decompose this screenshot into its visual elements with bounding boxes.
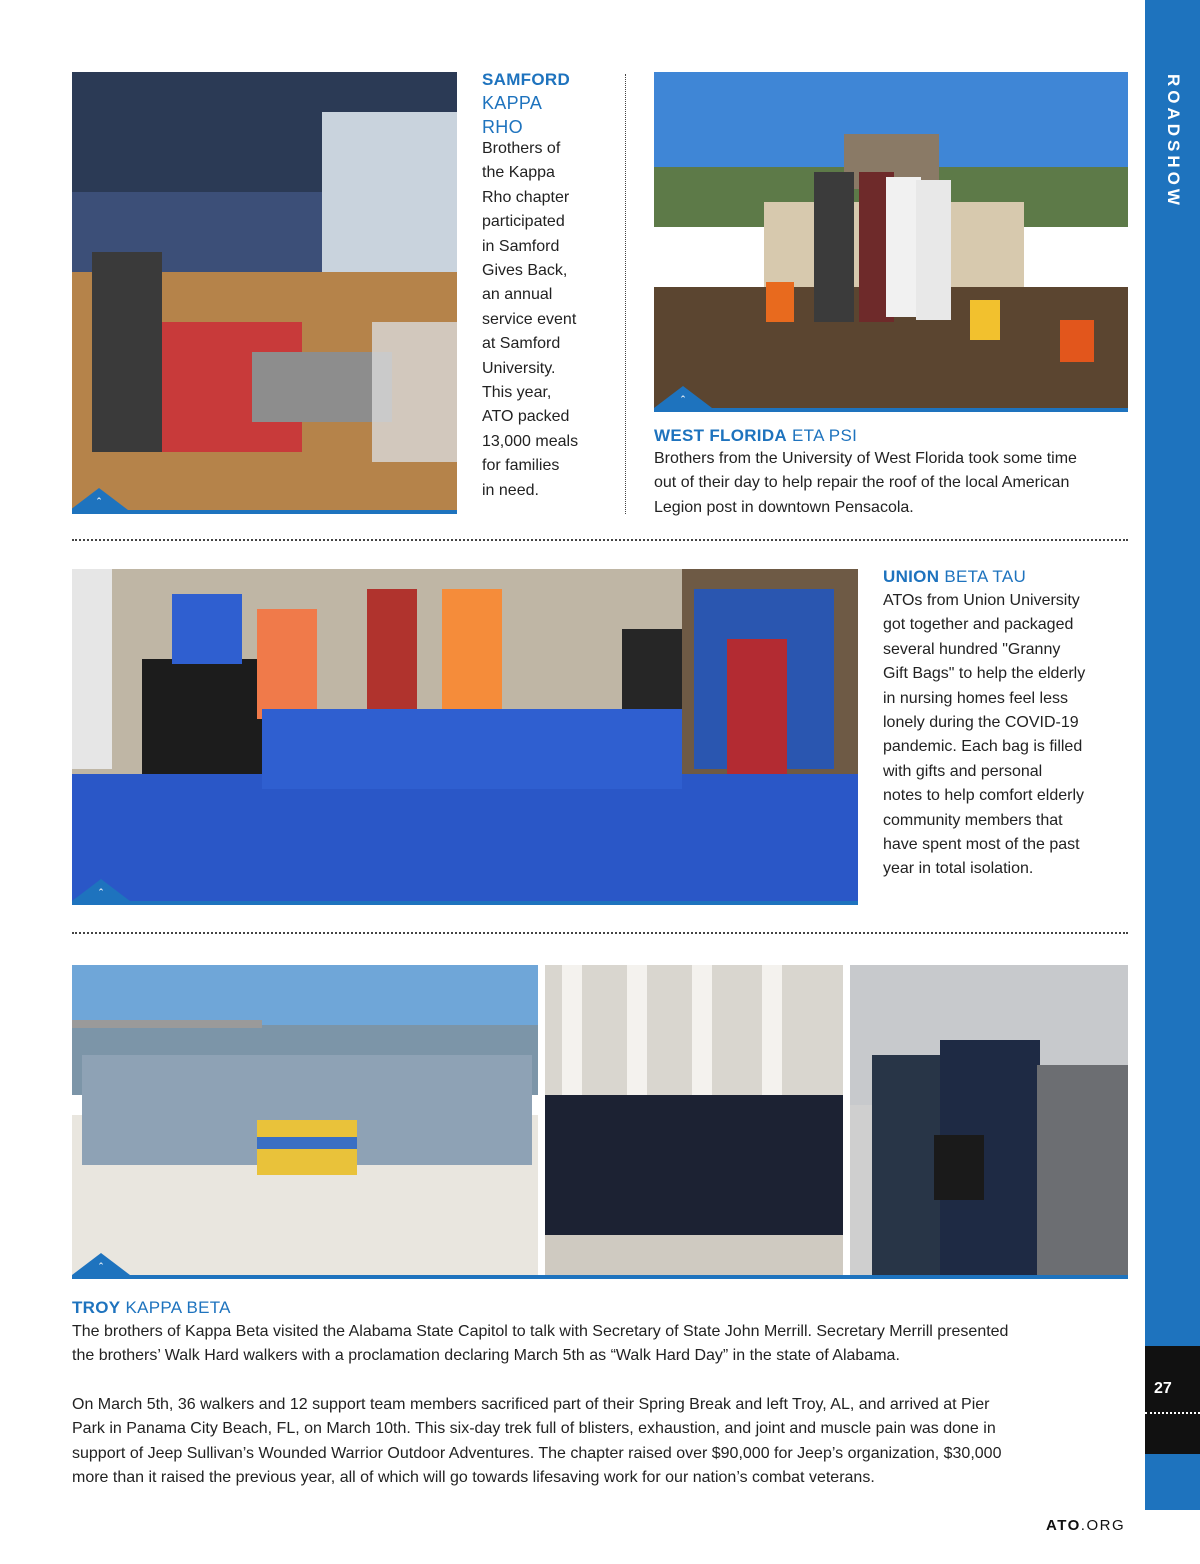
samford-chapter-line2: RHO <box>482 117 523 137</box>
samford-body <box>482 137 612 503</box>
west-florida-school: WEST FLORIDA <box>654 426 787 445</box>
troy-body-para2 <box>72 1393 1132 1491</box>
ato-crest-icon: ⌃ <box>679 394 687 404</box>
text-line: Legion post in downtown Pensacola. <box>654 498 914 516</box>
page-number: 27 <box>1154 1380 1172 1397</box>
troy-school: TROY <box>72 1298 121 1317</box>
text-line: at Samford <box>482 335 561 353</box>
text-line: Park in Panama City Beach, FL, on March 10th. This six-day trek full of blisters, exhaustion, and joint and muscle pain was done in <box>72 1420 996 1438</box>
text-line: Gives Back, <box>482 262 568 280</box>
text-line: out of their day to help repair the roof of the local American <box>654 474 1070 492</box>
text-line: in Samford <box>482 237 560 255</box>
ato-crest-icon: ⌃ <box>95 496 103 506</box>
site-name-bold: ATO <box>1046 1517 1081 1534</box>
text-line: Brothers of <box>482 140 561 157</box>
text-line: with gifts and personal <box>883 762 1043 780</box>
text-line: lonely during the COVID-19 <box>883 714 1079 732</box>
union-chapter: BETA TAU <box>944 567 1027 586</box>
text-line: the brothers’ Walk Hard walkers with a proclamation declaring March 5th as “Walk Hard Day” in the state of Alabama. <box>72 1347 900 1365</box>
samford-heading <box>482 69 570 91</box>
text-line: the Kappa <box>482 164 555 182</box>
text-line: in nursing homes feel less <box>883 689 1068 707</box>
text-line: notes to help comfort elderly <box>883 787 1084 805</box>
text-line: pandemic. Each bag is filled <box>883 738 1083 756</box>
samford-chapter-line1: KAPPA <box>482 93 543 113</box>
union-photo <box>72 569 858 905</box>
text-line: This year, <box>482 384 552 402</box>
column-divider <box>625 74 626 514</box>
text-line: support of Jeep Sullivan’s Wounded Warrior Outdoor Adventures. The chapter raised over $90,000 for Jeep’s organization, $30,000 <box>72 1444 1002 1462</box>
text-line: several hundred "Granny <box>883 640 1061 658</box>
text-line: for families <box>482 457 560 475</box>
text-line: University. <box>482 359 556 377</box>
west-florida-chapter: ETA PSI <box>792 426 858 445</box>
text-line: 13,000 meals <box>482 432 579 450</box>
samford-school: SAMFORD <box>482 70 571 89</box>
west-florida-body <box>654 447 1134 520</box>
text-line: Gift Bags" to help the elderly <box>883 665 1086 683</box>
troy-photo-strip <box>72 965 1128 1275</box>
text-line: year in total isolation. <box>883 860 1034 878</box>
text-line: in need. <box>482 481 539 499</box>
text-line: an annual <box>482 286 553 304</box>
troy-chapter: KAPPA BETA <box>125 1298 231 1317</box>
text-line: service event <box>482 310 577 328</box>
troy-body-para1 <box>72 1320 1132 1369</box>
text-line: more than it raised the previous year, all of which will go towards lifesaving work for our nation’s combat veterans. <box>72 1469 875 1487</box>
ato-crest-icon: ⌃ <box>97 887 105 897</box>
text-line: ATO packed <box>482 408 570 426</box>
text-line: Brothers from the University of West Florida took some time <box>654 450 1077 467</box>
ato-crest-icon: ⌃ <box>97 1261 105 1271</box>
text-line: community members that <box>883 811 1063 829</box>
text-line: The brothers of Kappa Beta visited the Alabama State Capitol to talk with Secretary of State John Merrill. Secretary Merrill presented <box>72 1323 1009 1340</box>
section-divider <box>72 539 1128 541</box>
west-florida-heading <box>654 425 857 447</box>
union-heading <box>883 566 1026 588</box>
text-line: participated <box>482 213 565 231</box>
site-name-rest: .ORG <box>1080 1517 1126 1534</box>
text-line: On March 5th, 36 walkers and 12 support team members sacrificed part of their Spring Break and left Troy, AL, and arrived at Pier <box>72 1396 990 1413</box>
samford-photo <box>72 72 457 514</box>
text-line: got together and packaged <box>883 616 1074 634</box>
site-footer <box>1046 1517 1125 1534</box>
union-body <box>883 589 1133 882</box>
samford-chapter <box>482 91 542 139</box>
west-florida-photo <box>654 72 1128 412</box>
union-school: UNION <box>883 567 940 586</box>
text-line: ATOs from Union University <box>883 592 1080 609</box>
troy-heading <box>72 1297 231 1319</box>
text-line: have spent most of the past <box>883 836 1080 854</box>
text-line: Rho chapter <box>482 188 570 206</box>
page-number-box <box>1145 1346 1200 1454</box>
page-number-divider <box>1145 1412 1200 1414</box>
sidebar-band <box>1145 0 1200 1510</box>
photo-strip-bar <box>72 1275 1128 1279</box>
section-divider <box>72 932 1128 934</box>
section-label: ROADSHOW <box>1164 74 1183 209</box>
